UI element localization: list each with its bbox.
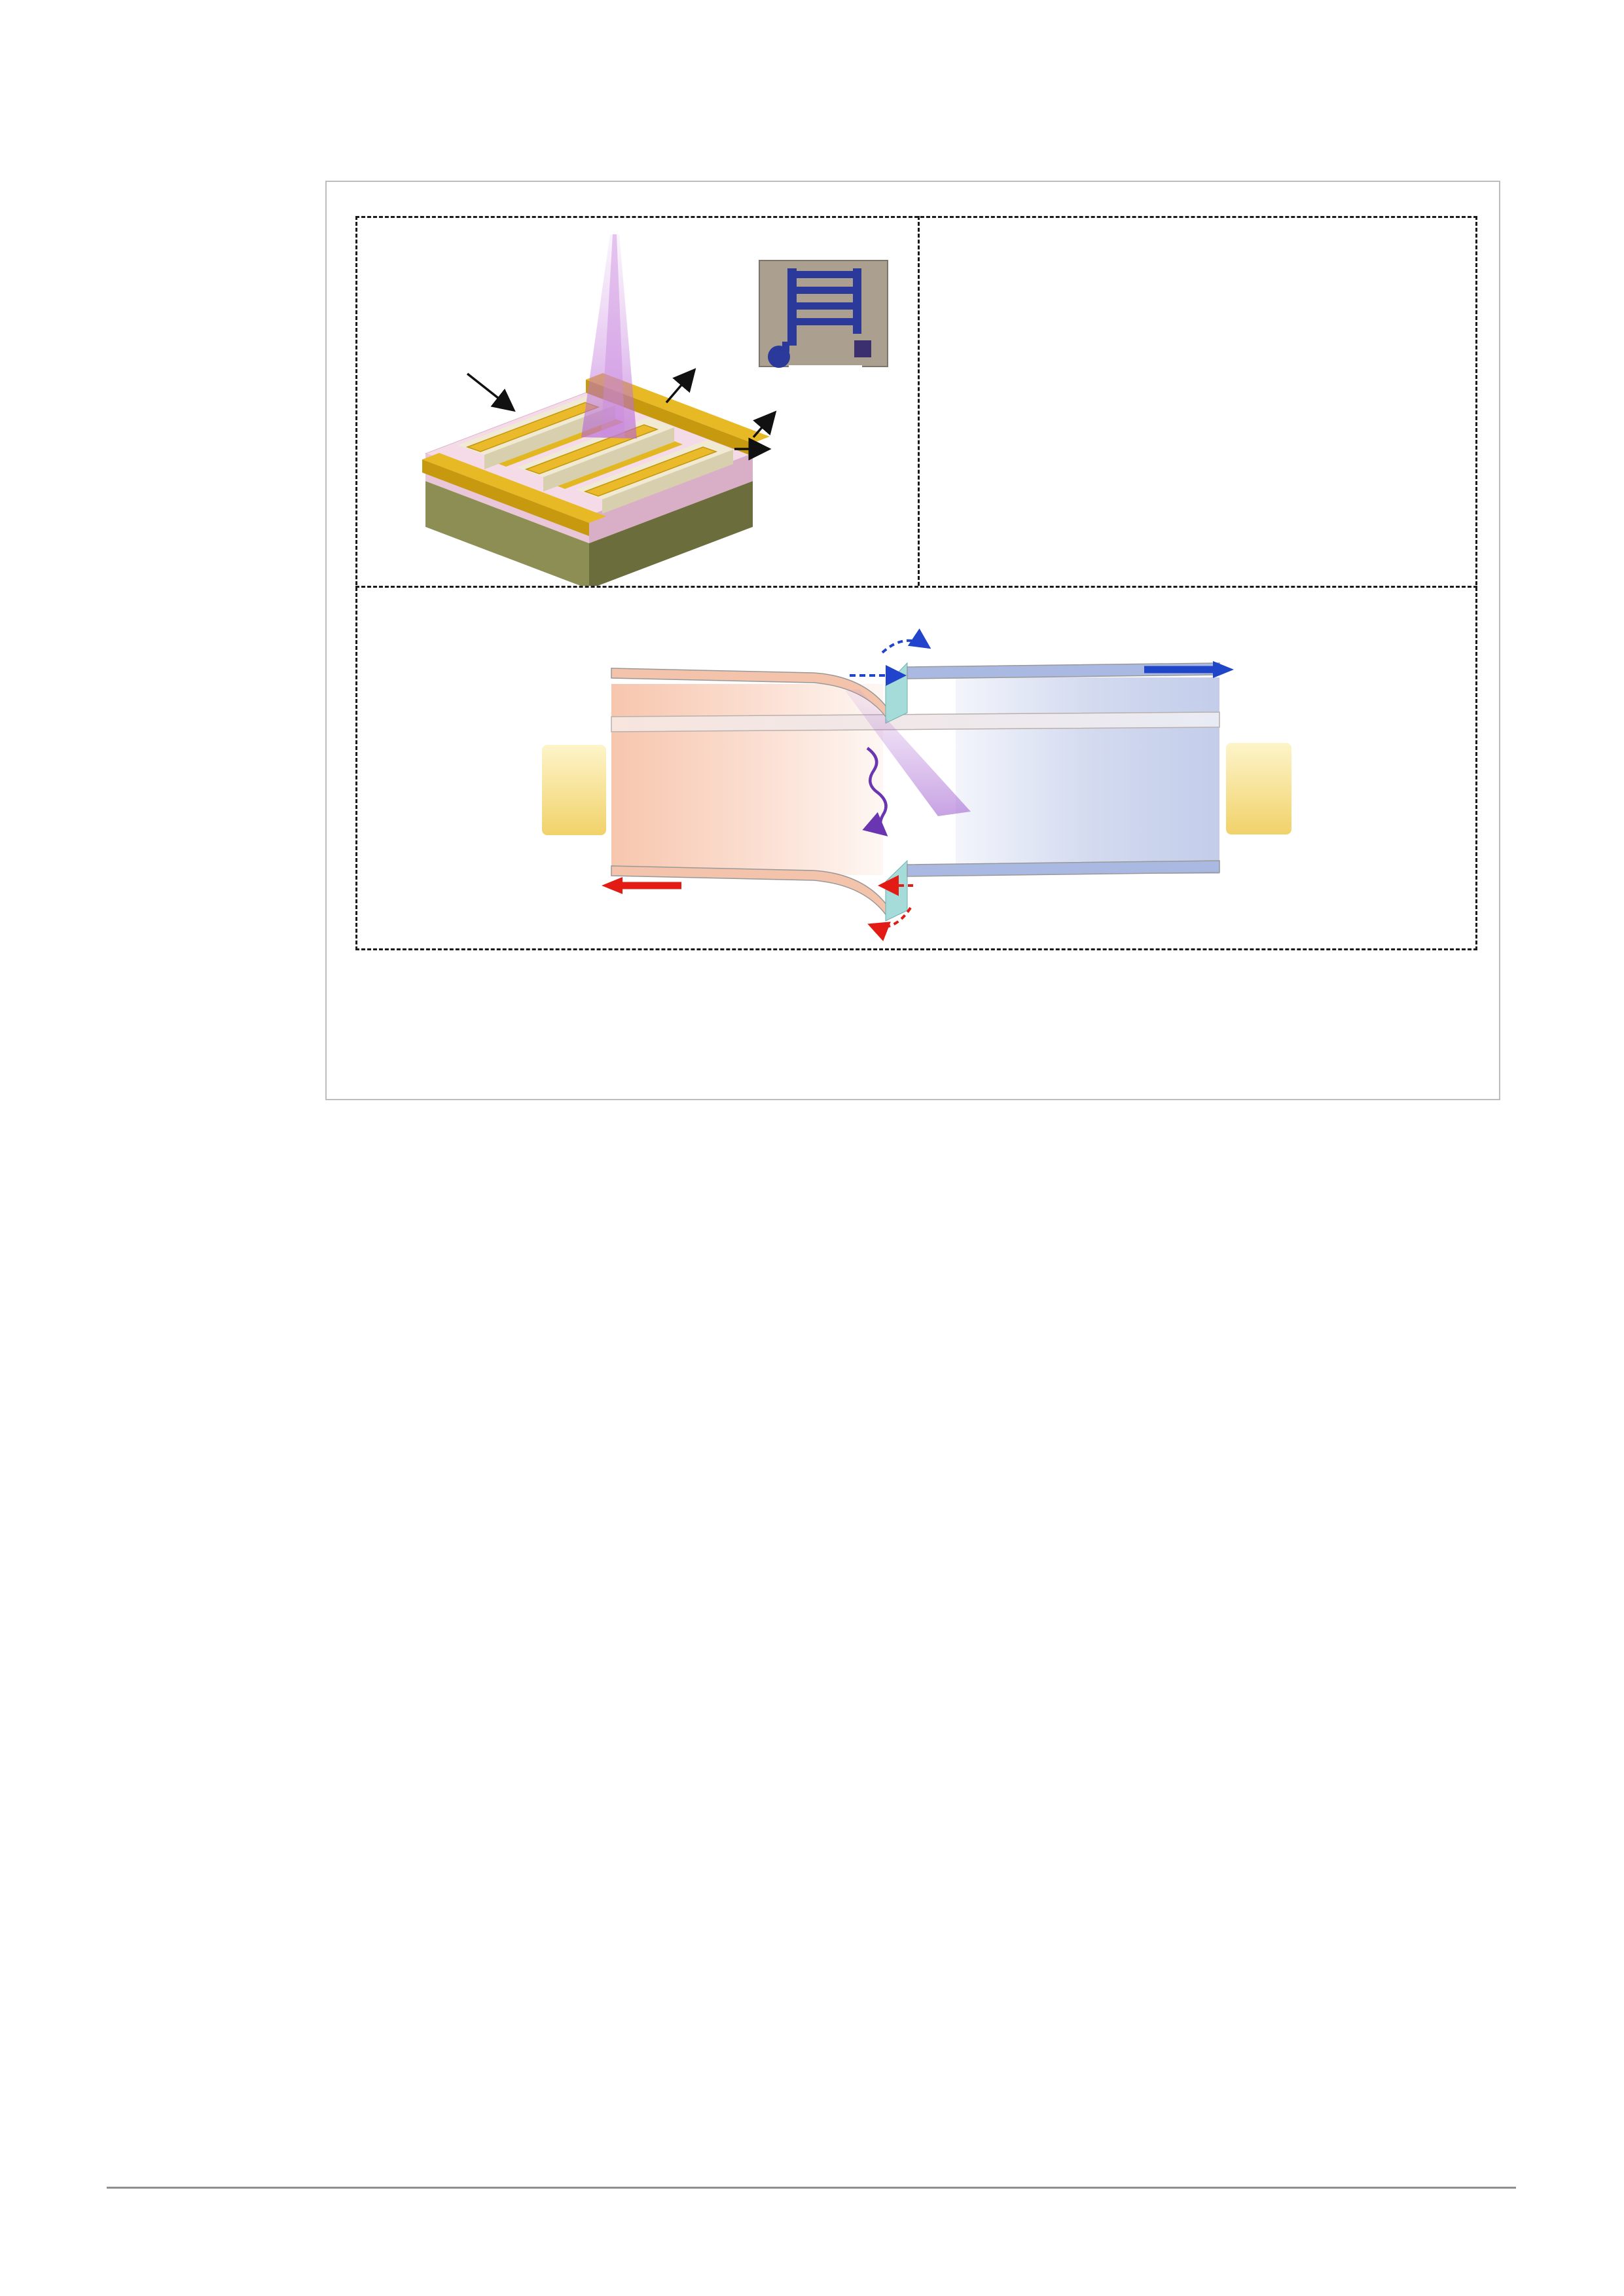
beta-arrow bbox=[753, 412, 775, 437]
electron-hop-curved-arrow bbox=[882, 641, 929, 653]
device-3d-illustration bbox=[355, 216, 918, 586]
figure-panel-a bbox=[355, 216, 918, 586]
kappa-region bbox=[956, 677, 1219, 874]
vb-offset-wedge bbox=[886, 861, 907, 921]
footer-rule bbox=[107, 2187, 1516, 2189]
cathode-arrow bbox=[467, 374, 514, 410]
cb-offset-wedge bbox=[886, 663, 907, 723]
anode-arrow bbox=[666, 370, 695, 403]
anode-pad bbox=[542, 745, 606, 835]
cathode-pad bbox=[1226, 743, 1291, 834]
figure-panel-c bbox=[918, 216, 1477, 586]
publisher-logo bbox=[108, 80, 114, 107]
microscope-inset bbox=[759, 260, 888, 368]
beta-region bbox=[611, 684, 883, 875]
electron-flow-arrowhead bbox=[1213, 661, 1234, 678]
band-diagram bbox=[355, 586, 1477, 950]
figure-panel-b bbox=[355, 586, 1477, 950]
section-4-2 bbox=[325, 1199, 1501, 1208]
vb-kappa-band bbox=[907, 861, 1219, 876]
scatter-plot-overlay bbox=[918, 216, 1477, 586]
hole-flow-arrowhead bbox=[602, 877, 623, 894]
